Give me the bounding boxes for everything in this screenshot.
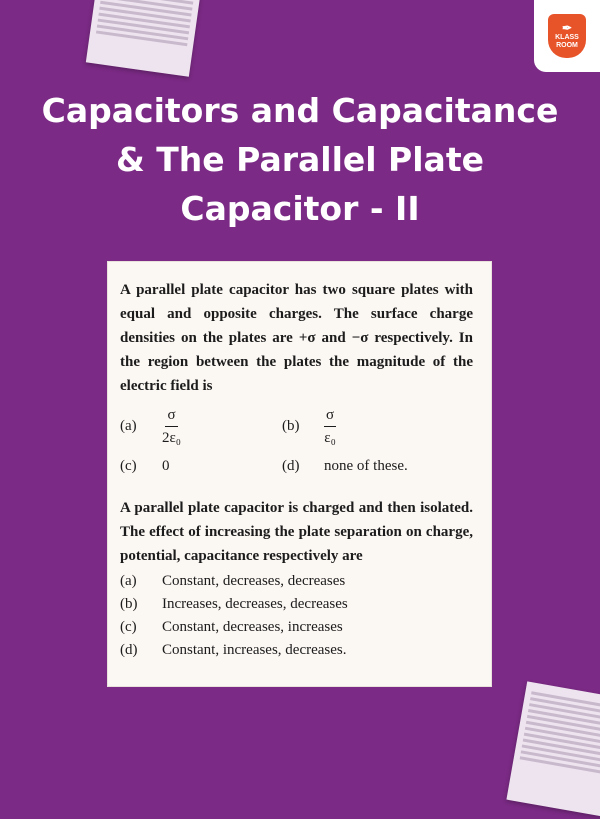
option-1a	[120, 400, 282, 452]
question-card	[108, 262, 491, 686]
fraction-numerator: σ	[165, 407, 177, 427]
option-label: (b)	[120, 596, 138, 612]
title-line-1: Capacitors and Capacitance	[41, 91, 559, 130]
option-2b	[120, 593, 473, 616]
option-label: (a)	[120, 417, 137, 434]
option-label: (d)	[120, 642, 138, 658]
fraction-denominator: 2ε₀	[162, 429, 182, 446]
brand-logo	[534, 0, 600, 72]
title-line-2: & The Parallel Plate	[116, 140, 484, 179]
option-text: Constant, decreases, increases	[162, 619, 343, 635]
option-label: (b)	[282, 417, 300, 434]
decorative-paper-top-left	[86, 0, 202, 77]
logo-text-line-1: KLASS	[555, 34, 579, 41]
page-title	[0, 86, 600, 233]
fraction-denominator: ε₀	[324, 429, 336, 446]
fraction-numerator: σ	[324, 407, 336, 427]
option-text: Increases, decreases, decreases	[162, 596, 348, 612]
logo-badge	[548, 14, 586, 58]
option-label: (d)	[282, 457, 300, 474]
option-text: Constant, increases, decreases.	[162, 642, 347, 658]
option-1c	[120, 452, 282, 480]
pen-nib-icon: ✒	[561, 21, 573, 35]
option-text: 0	[162, 457, 170, 474]
option-2d	[120, 639, 473, 662]
question-1-text: A parallel plate capacitor has two square plates with equal and opposite charges. The surface charge densities on the plates are +σ and −σ respectively. In the region between the plates the magnitude of the electric field is	[120, 282, 473, 394]
fraction	[162, 407, 181, 446]
option-text: Constant, decreases, decreases	[162, 573, 346, 589]
option-2c	[120, 616, 473, 639]
title-line-3: Capacitor - II	[180, 189, 420, 228]
option-1b	[282, 400, 473, 452]
logo-text-line-2: ROOM	[556, 42, 578, 49]
option-label: (c)	[120, 619, 137, 635]
fraction	[324, 407, 336, 446]
decorative-paper-bottom-right	[506, 681, 600, 818]
option-text: none of these.	[324, 457, 408, 474]
option-label: (a)	[120, 573, 137, 589]
question-1-options	[120, 400, 473, 480]
question-2-options	[120, 570, 473, 662]
option-2a	[120, 570, 473, 593]
question-2-text: A parallel plate capacitor is charged and then isolated. The effect of increasing the plate separation on charge, potential, capacitance respectively are	[120, 500, 473, 564]
option-1d	[282, 452, 473, 480]
option-label: (c)	[120, 457, 137, 474]
